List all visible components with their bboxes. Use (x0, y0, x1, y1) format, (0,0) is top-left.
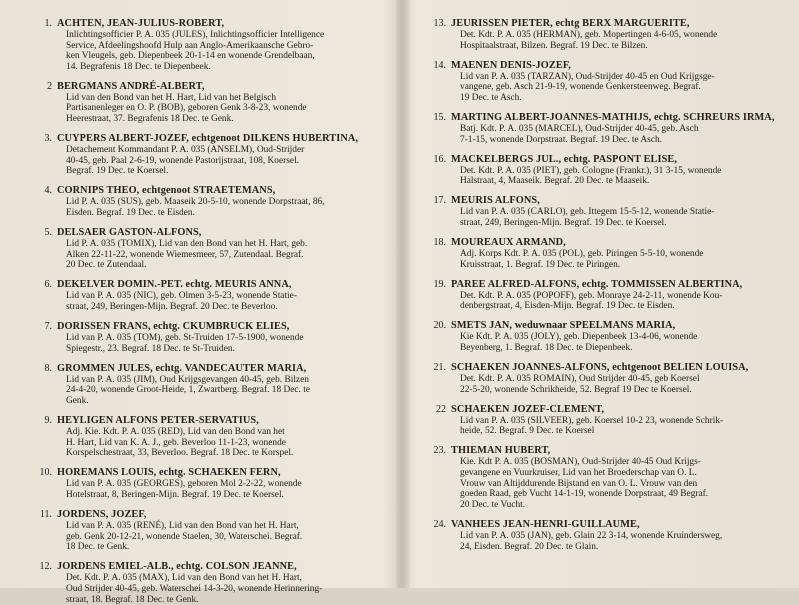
entry-line: Kie Kdt. P. A. 035 (JOLY), geb. Diepenbeek 13-4-06, wonende (460, 332, 782, 343)
entry-line: Kruisstraat, 1. Begraf. 19 Dec. te Piringen. (460, 260, 782, 271)
entry-line: 24, Eisden. Begraf. 20 Dec. te Glain. (460, 542, 782, 553)
entry-number: 2 (30, 81, 52, 93)
entry-body (451, 166, 782, 187)
entry-line: 24-4-20, wonende Groot-Heide, 1, Zwartberg. Begraf. 18 Dec. te (66, 385, 392, 396)
entry-body (57, 239, 392, 271)
entry-name: MACKELBERGS JUL., echtg. PASPONT ELISE, (451, 154, 782, 166)
entry-line: ken Vleugels, geb. Diepenbeek 20-1-14 en wonende Grendelbaan, (66, 51, 392, 62)
entry-number: 8. (30, 363, 52, 375)
entry-line: vangene, geb. Asch 21-9-19, wonende Genkersteenweg. Begraf. (460, 82, 782, 93)
entry-line: geb. Genk 20-12-21, wonende Staelen, 30, Waterschei. Begraf. (66, 532, 392, 543)
entry-line: straat, 249, Beringen-Mijn. Begraf. 19 Dec. te Koersel. (460, 218, 782, 229)
entry-number: 19. (424, 279, 446, 291)
entry-line: Lid van P. A. 035 (TOM), geb. St-Truiden 17-5-1900, wonende (66, 333, 392, 344)
entry-body (451, 457, 782, 510)
entry-line: H. Hart, Lid van K. A. J., geb. Beverloo 11-1-23, wonende (66, 438, 392, 449)
entry-line: Lid van P. A. 035 (NIC), geb. Olmen 3-5-23, wonende Statie- (66, 291, 392, 302)
entry-line: denbergstraat, 4, Eisden-Mijn. Begraf. 19 Dec. te Eisden. (460, 301, 782, 312)
entry-line: straat, 18. Begraf. 18 Dec. te Genk. (66, 595, 392, 605)
entry-body (451, 124, 782, 145)
entry-line: Beyenberg, 1. Begraf. 18 Dec. te Diepenbeek. (460, 343, 782, 354)
entry-number: 16. (424, 154, 446, 166)
entry-body (451, 374, 782, 395)
entry (30, 415, 392, 459)
entry (424, 404, 782, 437)
entry-body (451, 291, 782, 312)
entry-line: Det. Kdt. P. A. 035 (PIET), geb. Cologne (Frankr.), 31 3-15, wonende (460, 166, 782, 177)
entry-body (57, 333, 392, 354)
entry (30, 18, 392, 72)
entry (424, 237, 782, 270)
entry-number: 20. (424, 320, 446, 332)
entry-line: 22-5-20, wonende Schrikheide, 52. Begraf 19 Dec te Koersel. (460, 385, 782, 396)
entry-line: Lid van den Bond van het H. Hart, Lid van het Belgisch (66, 93, 392, 104)
entry-body (451, 72, 782, 104)
entry-line: Korspelschestraat, 33, Beverloo. Begraf. 18 Dec. te Korspel. (66, 448, 392, 459)
entry-line: Partisanenleger en O. P. (BOB), geboren Genk 3-8-23, wonende (66, 103, 392, 114)
entry-line: Lid van P. A. 035 (SILVEER), geb. Koersel 10-2 23, wonende Schrik- (460, 416, 782, 427)
entry-line: 40-45, geb. Paal 2-6-19, wonende Pastorijstraat, 108, Koersel. (66, 156, 392, 167)
entry-name: PAREE ALFRED-ALFONS, echtg. TOMMISSEN ALBERTINA, (451, 279, 782, 291)
entry-body (57, 197, 392, 218)
entry-body (57, 145, 392, 177)
entry-name: JEURISSEN PIETER, echtg BERX MARGUERITE, (451, 18, 782, 30)
entry (30, 81, 392, 125)
entry-line: Det. Kdt. P. A. 035 (HERMAN), geb. Mopertingen 4-6-05, wonende (460, 30, 782, 41)
entry-line: 7-1-15, wonende Dorpstraat. Begraf. 19 Dec. te Asch. (460, 135, 782, 146)
entry-line: Vrouw van Altijddurende Bijstand en van O. L. Vrouw van den (460, 479, 782, 490)
entry-line: Lid P. A. 035 (SUS), geb. Maaseik 20-5-10, wonende Dorpstraat, 86, (66, 197, 392, 208)
entry-line: Lid van P. A. 035 (JIM), Oud Krijgsgevangen 40-45, geb. Bilzen (66, 375, 392, 386)
entry-line: Service, Afdeelingshoofd Hulp aan Anglo-Amerikaansche Gebro- (66, 41, 392, 52)
entry-line: Heerestraat, 37. Begrafenis 18 Dec. te Genk. (66, 114, 392, 125)
entry-line: Eisden. Begraf. 19 Dec. te Eisden. (66, 208, 392, 219)
entry-number: 9. (30, 415, 52, 427)
entry (424, 445, 782, 510)
entry-name: DEKELVER DOMIN.-PET. echtg. MEURIS ANNA, (57, 279, 392, 291)
entry-line: goeden Raad, geb Vucht 14-1-19, wonende Dorpstraat, 49 Begraf. (460, 489, 782, 500)
entry-name: DELSAER GASTON-ALFONS, (57, 227, 392, 239)
entry (424, 112, 782, 145)
entry-line: Det. Kdt. P. A. 035 (MAX), Lid van den Bond van het H. Hart, (66, 573, 392, 584)
entry-line: Lid van P. A. 035 (CARLO), geb. Ittegem 15-5-12, wonende Statie- (460, 207, 782, 218)
entry-name: JORDENS EMIEL-ALB., echtg. COLSON JEANNE, (57, 561, 392, 573)
entry-line: heide, 52. Begraf. 9 Dec. te Koersel (460, 426, 782, 437)
entry-line: Adj. Korps Kdt. P. A. 035 (POL), geb. Piringen 5-5-10, wonende (460, 249, 782, 260)
entry-line: Lid van P. A. 035 (RENÉ), Lid van den Bond van het H. Hart, (66, 521, 392, 532)
entry-body (57, 291, 392, 312)
entry-number: 7. (30, 321, 52, 333)
entry (30, 279, 392, 312)
entry (424, 18, 782, 51)
entry-line: Lid van P. A. 035 (TARZAN), Oud-Strijder 40-45 en Oud Krijgsge- (460, 72, 782, 83)
entry-line: Hotelstraat, 8, Beringen-Mijn. Begraf. 19 Dec. te Koersel. (66, 490, 392, 501)
entry-name: HOREMANS LOUIS, echtg. SCHAEKEN FERN, (57, 467, 392, 479)
entry-body (451, 30, 782, 51)
entry-number: 13. (424, 18, 446, 30)
entry-line: 18 Dec. te Genk. (66, 542, 392, 553)
entry (30, 509, 392, 553)
entry-line: Inlichtingsofficier P. A. 035 (JULES), Inlichtingsofficier Intelligence (66, 30, 392, 41)
entry (424, 60, 782, 104)
entry (30, 133, 392, 177)
entry-line: Genk. (66, 396, 392, 407)
entry-number: 10. (30, 467, 52, 479)
entry-number: 12. (30, 561, 52, 573)
entry-line: straat, 249, Beringen-Mijn. Begraf. 20 Dec. te Beverloo. (66, 302, 392, 313)
entry-name: MOUREAUX ARMAND, (451, 237, 782, 249)
entry-line: 20 Dec. te Zutendaal. (66, 260, 392, 271)
entry-line: Begraf. 19 Dec. te Koersel. (66, 166, 392, 177)
entry-line: Spiegestr., 23. Begraf. 18 Dec. te St-Truiden. (66, 344, 392, 355)
entry-name: JORDENS, JOZEF, (57, 509, 392, 521)
entry-name: CORNIPS THEO, echtgenoot STRAETEMANS, (57, 185, 392, 197)
entry-line: Lid van P. A. 035 (JAN), geb. Glain 22 3-14, wonende Kruindersweg, (460, 531, 782, 542)
entry-number: 5. (30, 227, 52, 239)
entry-name: SCHAEKEN JOZEF-CLEMENT, (451, 404, 782, 416)
entry-line: Det. Kdt. P. A. 035 (POPOFF), geb. Monraye 24-2-11, wonende Kou- (460, 291, 782, 302)
entry-name: ACHTEN, JEAN-JULIUS-ROBERT, (57, 18, 392, 30)
entry-name: SCHAEKEN JOANNES-ALFONS, echtgenoot BELIEN LOUISA, (451, 362, 782, 374)
entry-number: 23. (424, 445, 446, 457)
entry (30, 321, 392, 354)
entry-body (57, 521, 392, 553)
entry-line: 14. Begrafenis 18 Dec. te Diepenbeek. (66, 62, 392, 73)
entry-line: 19 Dec. te Asch. (460, 93, 782, 104)
entry-number: 22 (424, 404, 446, 416)
entry-name: HEYLIGEN ALFONS PETER-SERVATIUS, (57, 415, 392, 427)
entry-number: 17. (424, 195, 446, 207)
entry (424, 279, 782, 312)
entry-line: Det. Kdt. P. A. 035 ROMAIN), Oud Strijder 40-45, geb Koersel (460, 374, 782, 385)
entry-name: DORISSEN FRANS, echtg. CKUMBRUCK ELIES, (57, 321, 392, 333)
left-page (30, 18, 392, 580)
entry-number: 1. (30, 18, 52, 30)
entry-name: MEURIS ALFONS, (451, 195, 782, 207)
entry (30, 467, 392, 500)
entry-number: 14. (424, 60, 446, 72)
entry-name: MARTING ALBERT-JOANNES-MATHIJS, echtg. SCHREURS IRMA, (451, 112, 782, 124)
entry-number: 24. (424, 519, 446, 531)
entry-name: GROMMEN JULES, echtg. VANDECAUTER MARIA, (57, 363, 392, 375)
entry-body (57, 30, 392, 72)
entry-line: Lid P. A. 035 (TOMIX), Lid van den Bond van het H. Hart, geb. (66, 239, 392, 250)
entry-number: 4. (30, 185, 52, 197)
entry-number: 15. (424, 112, 446, 124)
entry (424, 320, 782, 353)
entry-line: gevangene en Vuurkruiser, Lid van het Broederschap van O. L. (460, 468, 782, 479)
entry-number: 11. (30, 509, 52, 521)
entry-line: Hospitaalstraat, Bilzen. Begraf. 19 Dec. te Bilzen. (460, 41, 782, 52)
entry-body (451, 249, 782, 270)
entry (30, 561, 392, 605)
entry-body (451, 332, 782, 353)
entry-line: Oud Strijder 40-45, geb. Waterschei 14-3-20, wonende Herinnering- (66, 584, 392, 595)
page-fold (396, 0, 410, 588)
entry-body (57, 427, 392, 459)
right-page (424, 18, 782, 580)
entry-line: Detachement Kommandant P. A. 035 (ANSELM), Oud-Strijder (66, 145, 392, 156)
entry (424, 519, 782, 552)
entry-body (451, 531, 782, 552)
entry (424, 195, 782, 228)
entry-number: 6. (30, 279, 52, 291)
entry (30, 363, 392, 407)
entry-name: MAENEN DENIS-JOZEF, (451, 60, 782, 72)
entry-body (57, 93, 392, 125)
entry (30, 227, 392, 271)
entry-body (57, 479, 392, 500)
entry-number: 21. (424, 362, 446, 374)
entry (424, 362, 782, 395)
entry (424, 154, 782, 187)
entry-line: Adj. Kie. Kdt. P. A. 035 (RED), Lid van den Bond van het (66, 427, 392, 438)
entry-name: VANHEES JEAN-HENRI-GUILLAUME, (451, 519, 782, 531)
entry-line: 20 Dec. te Vucht. (460, 500, 782, 511)
entry-line: Kie. Kdt P. A. 035 (BOSMAN), Oud-Strijder 40-45 Oud Krijgs- (460, 457, 782, 468)
entry-name: BERGMANS ANDRÉ-ALBERT, (57, 81, 392, 93)
entry-body (57, 375, 392, 407)
entry-line: Lid van P. A. 035 (GEORGES), geboren Mol 2-2-22, wonende (66, 479, 392, 490)
entry-body (57, 573, 392, 605)
entry-name: SMETS JAN, weduwnaar SPEELMANS MARIA, (451, 320, 782, 332)
entry-line: Halstraat, 4, Maaseik. Begraf. 20 Dec. te Maaseik. (460, 176, 782, 187)
entry-name: CUYPERS ALBERT-JOZEF, echtgenoot DILKENS HUBERTINA, (57, 133, 392, 145)
entry-line: Alken 22-11-22, wonende Wiemesmeer, 57, Zutendaal. Begraf. (66, 250, 392, 261)
entry-line: Batj. Kdt. P. A. 035 (MARCEL), Oud-Strijder 40-45, geb. Asch (460, 124, 782, 135)
entry-name: THIEMAN HUBERT, (451, 445, 782, 457)
entry-number: 18. (424, 237, 446, 249)
entry (30, 185, 392, 218)
entry-body (451, 416, 782, 437)
entry-body (451, 207, 782, 228)
entry-number: 3. (30, 133, 52, 145)
